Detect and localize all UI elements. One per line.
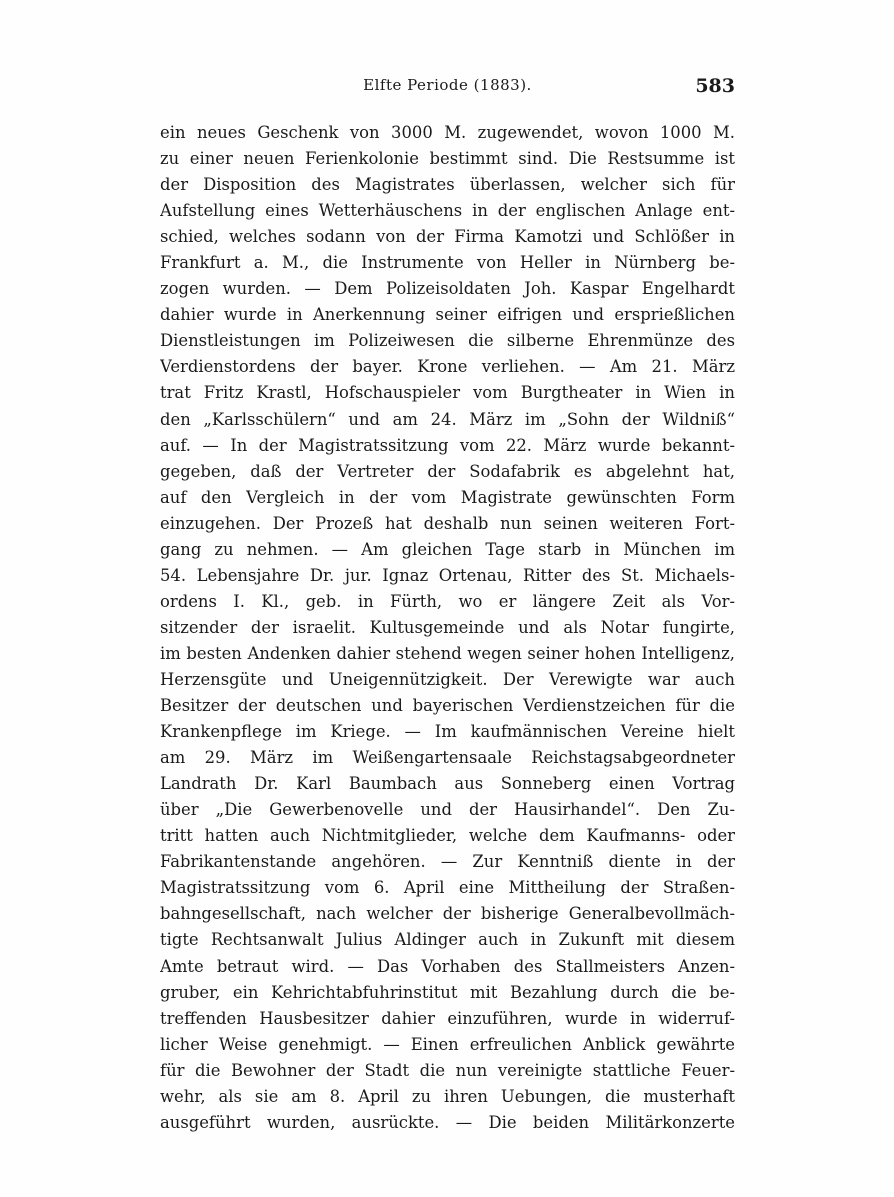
text-line: auf. — In der Magistratssitzung vom 22. März wurde bekannt- — [160, 435, 735, 455]
text-line: trat Fritz Krastl, Hofschauspieler vom Burgtheater in Wien in — [160, 383, 735, 403]
body-text — [160, 120, 735, 1136]
text-line: gruber, ein Kehrichtabfuhrinstitut mit Bezahlung durch die be- — [160, 982, 735, 1002]
text-line: für die Bewohner der Stadt die nun vereinigte stattliche Feuer- — [160, 1060, 735, 1080]
text-line: bahngesellschaft, nach welcher der bisherige Generalbevollmäch- — [160, 904, 735, 924]
text-line: tigte Rechtsanwalt Julius Aldinger auch in Zukunft mit diesem — [160, 930, 735, 950]
text-line: Krankenpflege im Kriege. — Im kaufmännischen Vereine hielt — [160, 722, 735, 742]
page-number: 583 — [695, 75, 735, 97]
text-line: sitzender der israelit. Kultusgemeinde und als Notar fungirte, — [160, 617, 735, 637]
text-line: einzugehen. Der Prozeß hat deshalb nun seinen weiteren Fort- — [160, 513, 735, 533]
page-header — [160, 76, 735, 102]
text-line: Landrath Dr. Karl Baumbach aus Sonneberg einen Vortrag — [160, 774, 735, 794]
text-line: zu einer neuen Ferienkolonie bestimmt sind. Die Restsumme ist — [160, 149, 735, 169]
text-line: Magistratssitzung vom 6. April eine Mittheilung der Straßen- — [160, 878, 735, 898]
text-line: licher Weise genehmigt. — Einen erfreulichen Anblick gewährte — [160, 1034, 735, 1054]
running-head: Elfte Periode (1883). — [363, 76, 532, 94]
text-line: Besitzer der deutschen und bayerischen Verdienstzeichen für die — [160, 696, 735, 716]
text-line: auf den Vergleich in der vom Magistrate gewünschten Form — [160, 487, 735, 507]
text-line: gang zu nehmen. — Am gleichen Tage starb in München im — [160, 539, 735, 559]
text-line: gegeben, daß der Vertreter der Sodafabrik es abgelehnt hat, — [160, 461, 735, 481]
text-line: über „Die Gewerbenovelle und der Hausirhandel“. Den Zu- — [160, 800, 735, 820]
text-line: Amte betraut wird. — Das Vorhaben des Stallmeisters Anzen- — [160, 956, 735, 976]
text-line: den „Karlsschülern“ und am 24. März im „Sohn der Wildniß“ — [160, 409, 735, 429]
text-line: dahier wurde in Anerkennung seiner eifrigen und ersprießlichen — [160, 305, 735, 325]
text-line: Herzensgüte und Uneigennützigkeit. Der Verewigte war auch — [160, 669, 735, 689]
text-line: 54. Lebensjahre Dr. jur. Ignaz Ortenau, Ritter des St. Michaels- — [160, 565, 735, 585]
text-line: der Disposition des Magistrates überlassen, welcher sich für — [160, 175, 735, 195]
text-line: schied, welches sodann von der Firma Kamotzi und Schlößer in — [160, 227, 735, 247]
text-line: Dienstleistungen im Polizeiwesen die silberne Ehrenmünze des — [160, 331, 735, 351]
text-line: zogen wurden. — Dem Polizeisoldaten Joh. Kaspar Engelhardt — [160, 279, 735, 299]
text-line: am 29. März im Weißengartensaale Reichstagsabgeordneter — [160, 748, 735, 768]
text-line: ordens I. Kl., geb. in Fürth, wo er längere Zeit als Vor- — [160, 591, 735, 611]
text-line: Frankfurt a. M., die Instrumente von Heller in Nürnberg be- — [160, 253, 735, 273]
text-line: Verdienstordens der bayer. Krone verliehen. — Am 21. März — [160, 357, 735, 377]
text-line: Aufstellung eines Wetterhäuschens in der englischen Anlage ent- — [160, 201, 735, 221]
text-line: ein neues Geschenk von 3000 M. zugewendet, wovon 1000 M. — [160, 123, 735, 142]
text-line: treffenden Hausbesitzer dahier einzuführen, wurde in widerruf- — [160, 1008, 735, 1028]
text-line: ausgeführt wurden, ausrückte. — Die beiden Militärkonzerte — [160, 1112, 735, 1132]
text-line: wehr, als sie am 8. April zu ihren Uebungen, die musterhaft — [160, 1086, 735, 1106]
text-line: tritt hatten auch Nichtmitglieder, welche dem Kaufmanns- oder — [160, 826, 735, 846]
text-line: Fabrikantenstande angehören. — Zur Kenntniß diente in der — [160, 852, 735, 872]
text-line: im besten Andenken dahier stehend wegen seiner hohen Intelligenz, — [160, 643, 735, 663]
